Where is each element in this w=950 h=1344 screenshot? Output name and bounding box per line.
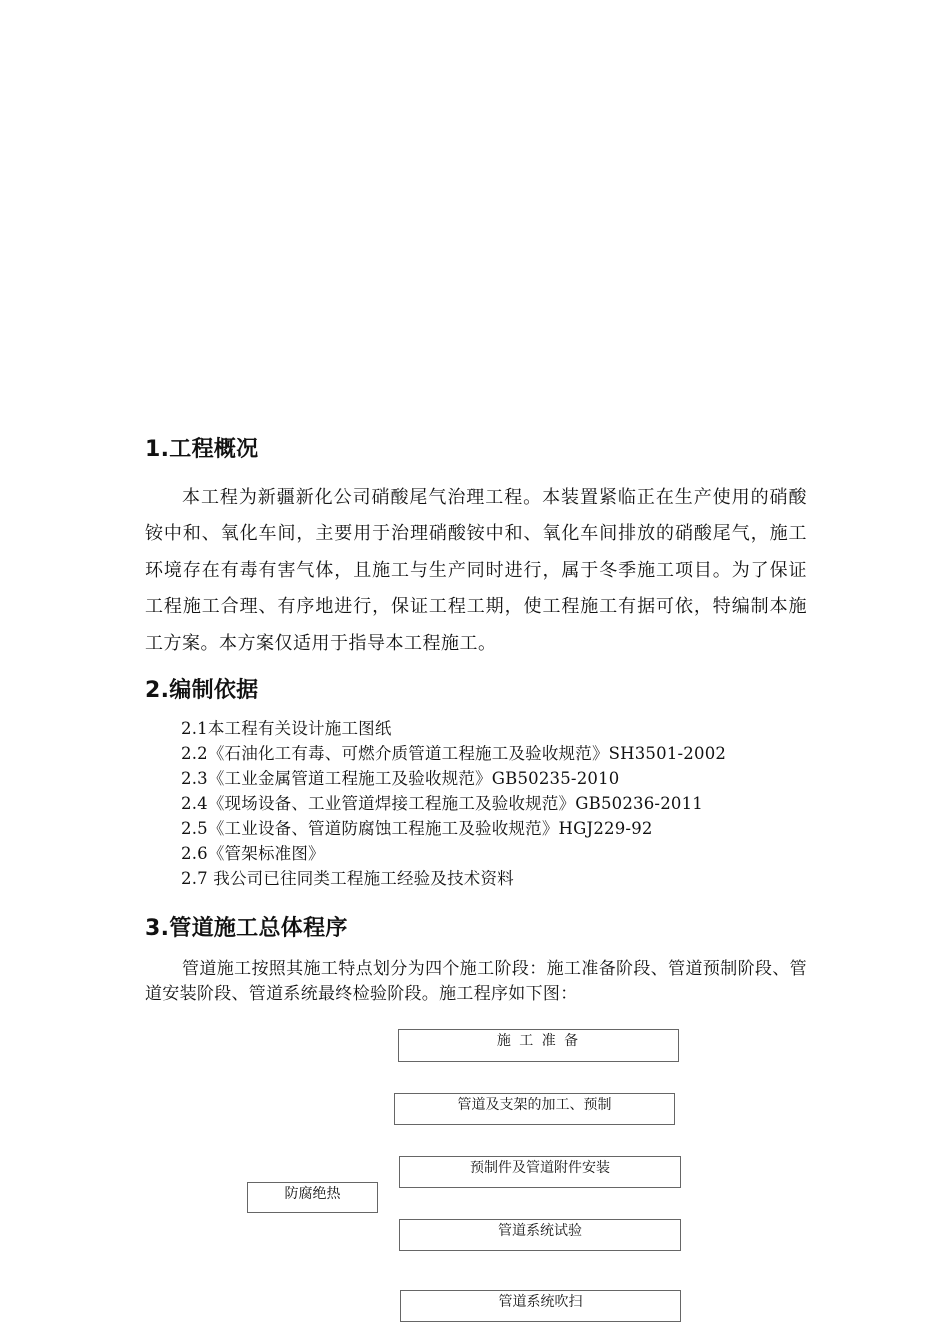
- section-1-paragraph: 本工程为新疆新化公司硝酸尾气治理工程。本装置紧临正在生产使用的硝酸铵中和、氧化车间，主要用于治理硝酸铵中和、氧化车间排放的硝酸尾气，施工环境存在有毒有害气体，且施工与生产同时进行，属于冬季施工项目。为了保证工程施工合理、有序地进行，保证工程工期，使工程施工有据可依，特编制本施工方案。本方案仅适用于指导本工程施工。: [145, 487, 807, 654]
- basis-item: 2.7 我公司已往同类工程施工经验及技术资料: [181, 869, 514, 888]
- basis-item: 2.4《现场设备、工业管道焊接工程施工及验收规范》GB50236-2011: [181, 794, 704, 813]
- flow-side-anticorrosion: 防腐绝热: [247, 1182, 378, 1213]
- flow-step-purging: 管道系统吹扫: [400, 1290, 681, 1322]
- flow-step-preparation: 施 工 准 备: [398, 1029, 679, 1062]
- basis-item: 2.5《工业设备、管道防腐蚀工程施工及验收规范》HGJ229-92: [181, 819, 653, 838]
- flow-step-testing: 管道系统试验: [399, 1219, 681, 1251]
- section-2-heading: 2.编制依据: [145, 678, 259, 703]
- flow-step-installation: 预制件及管道附件安装: [399, 1156, 681, 1188]
- basis-item: 2.2《石油化工有毒、可燃介质管道工程施工及验收规范》SH3501-2002: [181, 744, 727, 763]
- basis-item: 2.1本工程有关设计施工图纸: [181, 719, 392, 738]
- section-3-paragraph: 管道施工按照其施工特点划分为四个施工阶段：施工准备阶段、管道预制阶段、管道安装阶段、管道系统最终检验阶段。施工程序如下图：: [145, 959, 807, 1004]
- basis-item: 2.6《管架标准图》: [181, 844, 325, 863]
- section-1-heading: 1.工程概况: [145, 437, 259, 462]
- section-3-heading: 3.管道施工总体程序: [145, 916, 348, 941]
- basis-item: 2.3《工业金属管道工程施工及验收规范》GB50235-2010: [181, 769, 620, 788]
- basis-list: [181, 716, 726, 891]
- flow-step-prefabrication: 管道及支架的加工、预制: [394, 1093, 675, 1125]
